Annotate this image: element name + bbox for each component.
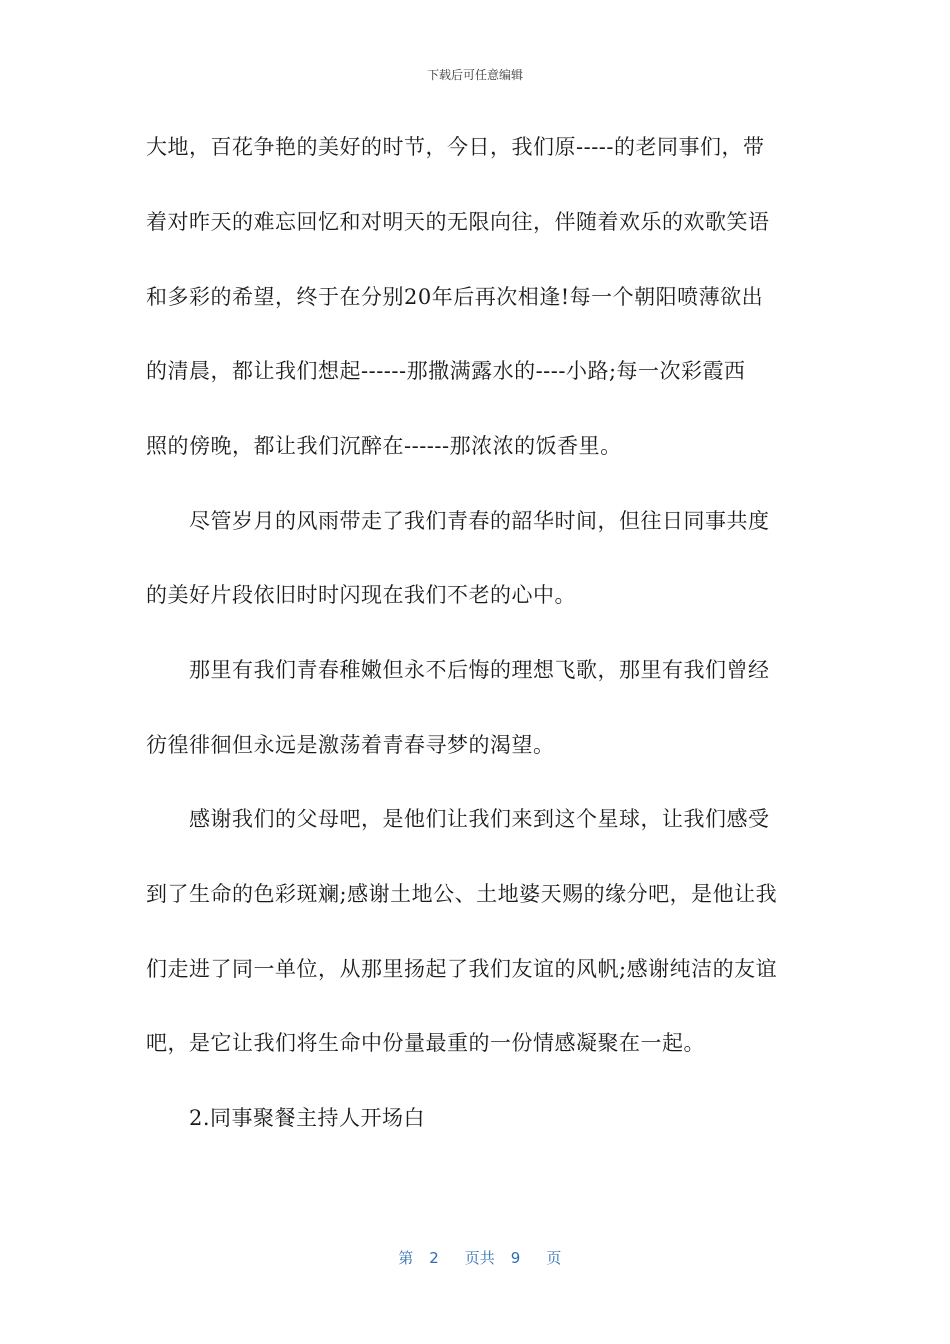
page-footer	[0, 1229, 950, 1268]
footer-suffix: 页	[546, 1249, 562, 1267]
text-line: 大地，百花争艳的美好的时节，今日，我们原-----的老同事们，带	[146, 135, 765, 159]
current-page-number: 2	[429, 1249, 439, 1267]
page-header: 下载后可任意编辑	[426, 68, 523, 82]
total-pages-number: 9	[510, 1249, 521, 1267]
text-line: 和多彩的希望，终于在分别20年后再次相逢!每一个朝阳喷薄欲出	[146, 285, 764, 309]
footer-prefix: 第	[398, 1249, 414, 1267]
text-line: 照的傍晚，都让我们沉醉在------那浓浓的饭香里。	[146, 434, 622, 458]
text-line: 彷徨徘徊但永远是激荡着青春寻梦的渴望。	[146, 733, 555, 757]
text-line: 吧，是它让我们将生命中份量最重的一份情感凝聚在一起。	[146, 1031, 705, 1055]
text-line: 着对昨天的难忘回忆和对明天的无限向往，伴随着欢乐的欢歌笑语	[146, 210, 770, 234]
paragraph-start-line: 那里有我们青春稚嫩但永不后悔的理想飞歌，那里有我们曾经	[189, 658, 770, 682]
text-line: 的美好片段依旧时时闪现在我们不老的心中。	[146, 583, 576, 607]
text-line: 到了生命的色彩斑斓;感谢土地公、土地婆天赐的缘分吧，是他让我	[146, 882, 778, 906]
footer-middle: 页共	[464, 1249, 495, 1267]
text-line: 们走进了同一单位，从那里扬起了我们友谊的风帆;感谢纯洁的友谊	[146, 957, 778, 981]
text-line: 的清晨，都让我们想起------那撒满露水的----小路;每一次彩霞西	[146, 359, 746, 383]
paragraph-start-line: 尽管岁月的风雨带走了我们青春的韶华时间，但往日同事共度	[189, 509, 770, 533]
section-heading: 2.同事聚餐主持人开场白	[189, 1106, 426, 1130]
paragraph-start-line: 感谢我们的父母吧，是他们让我们来到这个星球，让我们感受	[189, 807, 770, 831]
